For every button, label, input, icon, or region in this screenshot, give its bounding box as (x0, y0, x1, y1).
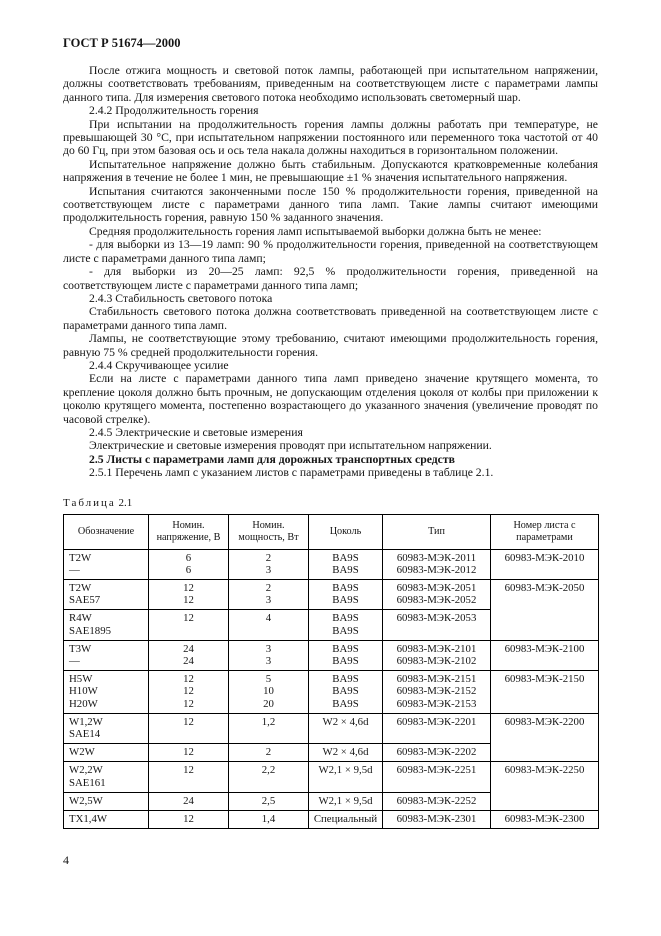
cell-sheet: 60983-МЭК-2200 (491, 713, 599, 762)
cell-power: 5 10 20 (229, 671, 309, 714)
cell-designation: R4W SAE1895 (64, 610, 149, 640)
cell-designation: T2W — (64, 549, 149, 579)
column-header: Номин. напряжение, В (149, 514, 229, 549)
cell-type: 60983-МЭК-2252 (383, 792, 491, 810)
cell-cap: W2 × 4,6d (309, 744, 383, 762)
cell-cap: BA9S BA9S (309, 549, 383, 579)
cell-cap: BA9S BA9S (309, 580, 383, 610)
cell-type: 60983-МЭК-2101 60983-МЭК-2102 (383, 640, 491, 670)
cell-power: 2 (229, 744, 309, 762)
paragraph: Если на листе с параметрами данного типа ламп приведено значение крутящего момента, то крепление цоколя должно быть прочным, не допускающим отделения цоколя от колбы при приложении к цоколю крутящего момента, постепенно возрастающего до указанного значения (увеличение проводят по часовой стрелке). (63, 372, 598, 426)
paragraph: Испытания считаются законченными после 150 % продолжительности горения, приведенной на соответствующем листе с параметрами данного типа ламп. Такие лампы считают имеющими продолжительность горения, равную 150 % заданного значения. (63, 184, 598, 225)
cell-designation: T2W SAE57 (64, 580, 149, 610)
cell-voltage: 12 (149, 811, 229, 829)
paragraph: После отжига мощность и световой поток лампы, работающей при испытательном напряжении, должны соответствовать требованиям, приведенным на соответствующем листе с параметрами лампы данного типа. Для измерения светового потока необходимо использовать светомерный шар. (63, 64, 598, 104)
cell-designation: W2,2W SAE161 (64, 762, 149, 792)
table-caption-number: 2.1 (118, 496, 133, 509)
cell-voltage: 12 12 12 (149, 671, 229, 714)
body-text (63, 64, 598, 480)
column-header: Тип (383, 514, 491, 549)
cell-type: 60983-МЭК-2051 60983-МЭК-2052 (383, 580, 491, 610)
cell-sheet: 60983-МЭК-2150 (491, 671, 599, 714)
cell-power: 3 3 (229, 640, 309, 670)
cell-designation: T3W — (64, 640, 149, 670)
lamp-parameters-table (63, 514, 599, 830)
paragraph: Стабильность светового потока должна соответствовать приведенной на соответствующем листе с параметрами данного типа ламп. (63, 305, 598, 332)
column-header: Номер листа с параметрами (491, 514, 599, 549)
cell-cap: BA9S BA9S BA9S (309, 671, 383, 714)
table-row (64, 580, 599, 610)
paragraph: - для выборки из 20—25 ламп: 92,5 % продолжительности горения, приведенной на соответствующем листе с параметрами данного типа ламп; (63, 265, 598, 292)
document-header: ГОСТ Р 51674—2000 (63, 36, 181, 50)
column-header: Обозначение (64, 514, 149, 549)
paragraph: Электрические и световые измерения проводят при испытательном напряжении. (89, 439, 492, 453)
cell-voltage: 6 6 (149, 549, 229, 579)
cell-cap: BA9S BA9S (309, 610, 383, 640)
table-caption (63, 497, 598, 509)
cell-type: 60983-МЭК-2011 60983-МЭК-2012 (383, 549, 491, 579)
paragraph: 2.4.4 Скручивающее усилие (89, 358, 229, 372)
cell-designation: W2W (64, 744, 149, 762)
table-row (64, 811, 599, 829)
cell-type: 60983-МЭК-2053 (383, 610, 491, 640)
table-row (64, 762, 599, 792)
cell-type: 60983-МЭК-2202 (383, 744, 491, 762)
cell-power: 2,2 (229, 762, 309, 792)
cell-designation: H5W H10W H20W (64, 671, 149, 714)
cell-sheet: 60983-МЭК-2300 (491, 811, 599, 829)
table-row (64, 671, 599, 714)
cell-sheet: 60983-МЭК-2010 (491, 549, 599, 579)
table-row (64, 640, 599, 670)
column-header: Цоколь (309, 514, 383, 549)
cell-type: 60983-МЭК-2301 (383, 811, 491, 829)
paragraph: 2.4.2 Продолжительность горения (89, 104, 259, 118)
table-caption-word: Таблица (63, 496, 116, 509)
cell-voltage: 12 (149, 713, 229, 743)
cell-cap: W2,1 × 9,5d (309, 792, 383, 810)
paragraph: Лампы, не соответствующие этому требованию, считают имеющими продолжительность горения, равную 75 % средней продолжительности горения. (63, 332, 598, 359)
cell-power: 2,5 (229, 792, 309, 810)
cell-designation: W2,5W (64, 792, 149, 810)
cell-type: 60983-МЭК-2251 (383, 762, 491, 792)
paragraph: Средняя продолжительность горения ламп испытываемой выборки должна быть не менее: (89, 224, 542, 238)
cell-voltage: 12 (149, 610, 229, 640)
cell-sheet: 60983-МЭК-2050 (491, 580, 599, 641)
cell-voltage: 24 (149, 792, 229, 810)
paragraph: 2.5.1 Перечень ламп с указанием листов с параметрами приведены в таблице 2.1. (89, 466, 494, 480)
paragraph: При испытании на продолжительность горения лампы должны работать при температуре, не превышающей 30 °С, при испытательном напряжении постоянного или переменного тока частотой от 40 до 60 Гц, при этом базовая ось и ось тела накала должны находиться в горизонтальном положении. (63, 117, 598, 158)
cell-power: 2 3 (229, 580, 309, 610)
cell-voltage: 24 24 (149, 640, 229, 670)
paragraph: 2.4.5 Электрические и световые измерения (89, 425, 303, 439)
cell-voltage: 12 12 (149, 580, 229, 610)
paragraph: - для выборки из 13—19 ламп: 90 % продолжительности горения, приведенной на соответствующем листе с параметрами данного типа ламп; (63, 238, 598, 265)
cell-sheet: 60983-МЭК-2250 (491, 762, 599, 811)
column-header: Номин. мощность, Вт (229, 514, 309, 549)
cell-power: 4 (229, 610, 309, 640)
paragraph: 2.5 Листы с параметрами ламп для дорожных транспортных средств (89, 452, 455, 466)
cell-cap: Специальный (309, 811, 383, 829)
table-row (64, 713, 599, 743)
cell-power: 1,2 (229, 713, 309, 743)
cell-voltage: 12 (149, 762, 229, 792)
cell-designation: W1,2W SAE14 (64, 713, 149, 743)
cell-power: 1,4 (229, 811, 309, 829)
table-header-row (64, 514, 599, 549)
table-header (64, 514, 599, 549)
cell-power: 2 3 (229, 549, 309, 579)
table-body (64, 549, 599, 829)
cell-cap: W2,1 × 9,5d (309, 762, 383, 792)
table-row (64, 549, 599, 579)
paragraph: Испытательное напряжение должно быть стабильным. Допускаются кратковременные колебания напряжения в течение не более 1 мин, не превышающие ±1 % значения испытательного напряжения. (63, 157, 598, 185)
cell-voltage: 12 (149, 744, 229, 762)
cell-type: 60983-МЭК-2151 60983-МЭК-2152 60983-МЭК-2153 (383, 671, 491, 714)
paragraph: 2.4.3 Стабильность светового потока (89, 291, 273, 305)
cell-cap: BA9S BA9S (309, 640, 383, 670)
cell-designation: TX1,4W (64, 811, 149, 829)
cell-cap: W2 × 4,6d (309, 713, 383, 743)
cell-type: 60983-МЭК-2201 (383, 713, 491, 743)
cell-sheet: 60983-МЭК-2100 (491, 640, 599, 670)
page-number: 4 (63, 853, 69, 868)
